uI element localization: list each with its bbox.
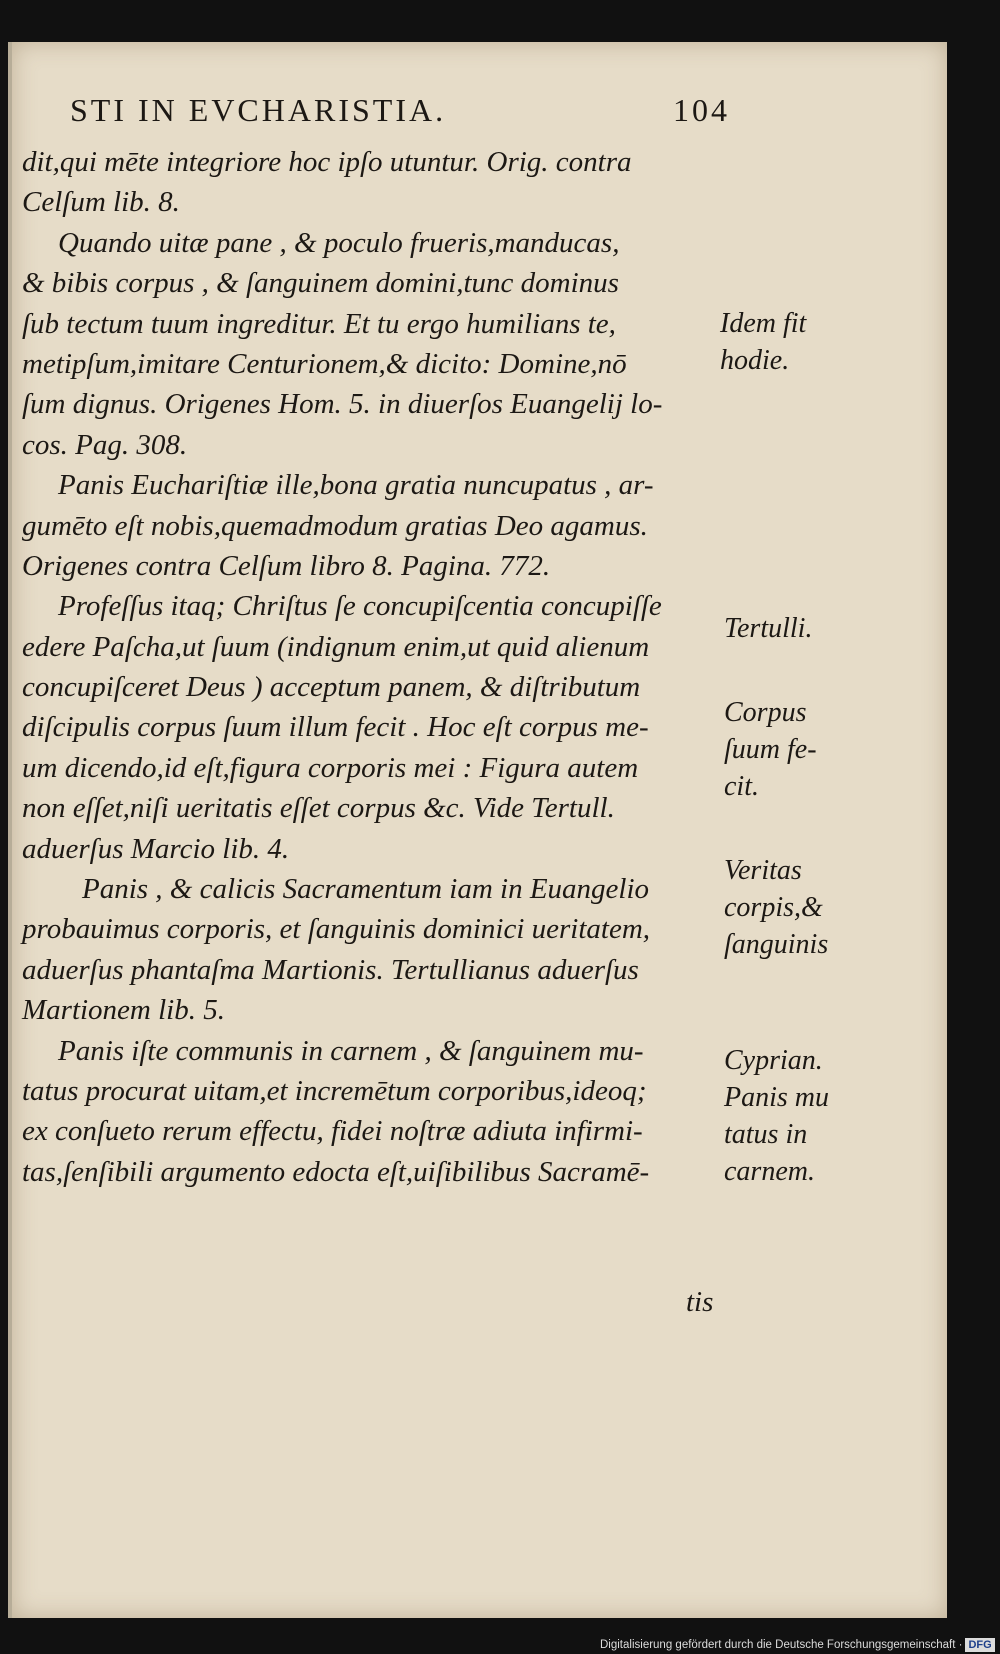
marginal-note-veritas [724,852,828,963]
text-line: non eſſet,niſi ueritatis eſſet corpus &c. Vide Tertull. [22,792,615,825]
margin-line: Corpus [724,697,807,728]
footer-text: Digitalisierung gefördert durch die Deutsche Forschungsgemeinschaft · [600,1639,963,1651]
text-line: probauimus corporis, et ſanguinis dominici ueritatem, [22,913,651,946]
text-line: metipſum,imitare Centurionem,& dicito: Domine,nō [22,347,627,380]
margin-line: ſuum fe- [724,734,817,765]
text-line: tatus procurat uitam,et incremētum corporibus,ideoq; [22,1074,647,1107]
text-line: cos. Pag. 308. [22,428,188,461]
marginal-note-cyprian [724,1042,829,1190]
text-line: ſub tectum tuum ingreditur. Et tu ergo humilians te, [22,307,616,340]
margin-line: Idem fit [720,308,807,339]
text-line: Profeſſus itaq; Chriſtus ſe concupiſcentia concupiſſe [58,590,662,623]
text-line: Panis Euchariſtiæ ille,bona gratia nuncupatus , ar- [58,469,654,502]
margin-line: carnem. [724,1156,815,1187]
margin-line: tatus in [724,1119,808,1150]
marginal-note-tertullian [724,610,812,647]
text-line: um dicendo,id eſt,figura corporis mei : Figura autem [22,751,639,784]
text-line: diſcipulis corpus ſuum illum fecit . Hoc eſt corpus me- [22,711,649,744]
margin-line: Cyprian. [724,1045,823,1076]
margin-line: Veritas [724,855,802,886]
margin-line: ſanguinis [724,929,829,960]
running-title: STI IN EVCHARISTIA. [70,92,447,128]
text-line: & bibis corpus , & ſanguinem domini,tunc dominus [22,267,619,300]
funding-footer [600,1636,1000,1654]
text-line: ſum dignus. Origenes Hom. 5. in diuerſos Euangelij lo- [22,388,663,421]
margin-line: Tertulli. [724,613,813,644]
marginal-note-idem [720,305,806,379]
page-number: 104 [673,92,730,128]
dfg-logo: DFG [965,1638,994,1652]
page-header [70,92,730,132]
text-line: aduerſus Marcio lib. 4. [22,832,290,865]
text-line: gumēto eſt nobis,quemadmodum gratias Deo agamus. [22,509,648,542]
text-line: Panis , & calicis Sacramentum iam in Euangelio [82,873,650,906]
margin-line: corpis,& [724,892,823,923]
margin-line: Panis mu [724,1082,829,1113]
margin-line: cit. [724,771,759,802]
text-line: Panis iſte communis in carnem , & ſanguinem mu- [58,1034,644,1067]
text-line: tas,ſenſibili argumento edocta eſt,uiſibilibus Sacramē- [22,1155,650,1188]
text-line: dit,qui mēte integriore hoc ipſo utuntur. Orig. contra [22,146,632,178]
text-line: Quando uitæ pane , & poculo frueris,manducas, [58,226,620,259]
text-line: Martionem lib. 5. [22,994,225,1027]
marginal-note-corpus [724,694,817,805]
book-page [8,42,947,1618]
text-line: concupiſceret Deus ) acceptum panem, & diſtributum [22,671,641,704]
text-line: edere Paſcha,ut ſuum (indignum enim,ut quid alienum [22,630,650,663]
margin-line: hodie. [720,345,790,376]
text-lines [22,142,662,1192]
text-line: aduerſus phantaſma Martionis. Tertullianus aduerſus [22,953,639,986]
text-line: Origenes contra Celſum libro 8. Pagina. 772. [22,549,551,582]
text-line: Celſum lib. 8. [22,186,180,219]
text-line: ex conſueto rerum effectu, fidei noſtræ adiuta infirmi- [22,1115,643,1148]
catchword: tis [686,1286,714,1318]
